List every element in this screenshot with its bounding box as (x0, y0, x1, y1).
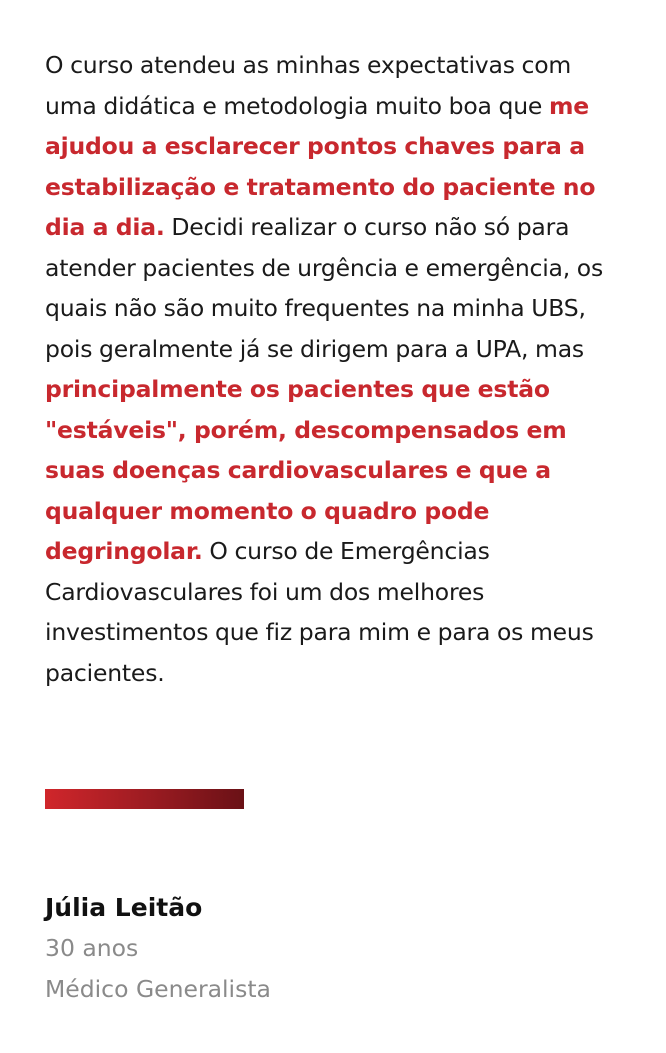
testimonial-card (45, 45, 610, 693)
quote-segment: O curso de Emergências Cardiovasculares foi um dos melhores investimentos que fiz para mim e para os meus pacientes. (45, 537, 594, 687)
quote-segment: O curso atendeu as minhas expectativas com uma didática e metodologia muito boa que (45, 51, 572, 120)
quote-highlight: principalmente os pacientes que estão "estáveis", porém, descompensados em suas doenças cardiovasculares e que a qualquer momento o quadro pode degringolar. (45, 375, 567, 565)
quote-highlight: me ajudou a esclarecer pontos chaves para a estabilização e tratamento do paciente no dia a dia. (45, 91, 596, 241)
author-age: 30 anos (45, 934, 139, 962)
author-name: Júlia Leitão (45, 893, 203, 922)
author-block (45, 888, 605, 1009)
testimonial-quote (45, 45, 610, 693)
author-role: Médico Generalista (45, 974, 271, 1003)
accent-divider (45, 789, 244, 809)
quote-segment: Decidi realizar o curso não só para atender pacientes de urgência e emergência, os quais não são muito frequentes na minha UBS, pois geralmente já se dirigem para a UPA, mas (45, 213, 604, 363)
